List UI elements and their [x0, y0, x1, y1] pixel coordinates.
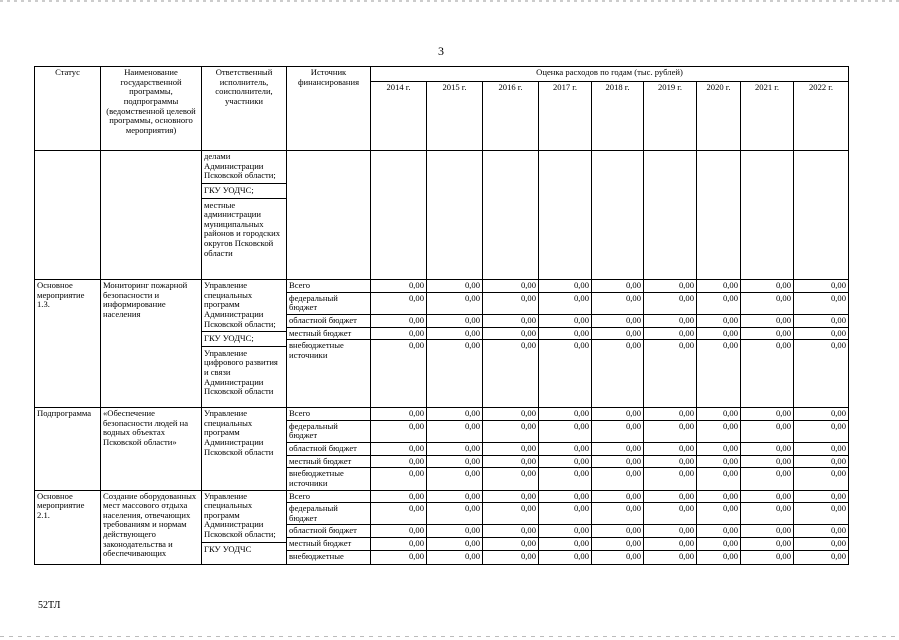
cell-value: 0,00	[371, 550, 427, 564]
cell-value: 0,00	[427, 490, 483, 503]
cell-value: 0,00	[539, 490, 592, 503]
cell-value: 0,00	[592, 443, 644, 456]
cell-value: 0,00	[794, 468, 849, 490]
cell-value: 0,00	[427, 327, 483, 340]
cell-value	[592, 151, 644, 280]
cell-value: 0,00	[371, 327, 427, 340]
cell-value: 0,00	[741, 503, 794, 525]
cell-value: 0,00	[592, 327, 644, 340]
cell-value: 0,00	[427, 314, 483, 327]
cell-value: 0,00	[644, 327, 697, 340]
cell-status: Основное мероприятие 2.1.	[35, 490, 101, 564]
cell-source: федеральный бюджет	[287, 292, 371, 314]
cell-value: 0,00	[644, 490, 697, 503]
cell-value: 0,00	[794, 550, 849, 564]
cell-value: 0,00	[539, 292, 592, 314]
cell-value: 0,00	[427, 340, 483, 408]
cell-value: 0,00	[644, 340, 697, 408]
cell-value: 0,00	[539, 503, 592, 525]
cell-value: 0,00	[371, 314, 427, 327]
table-row	[35, 280, 849, 293]
cell-value: 0,00	[644, 408, 697, 421]
cell-status: Подпрограмма	[35, 408, 101, 490]
cell-value: 0,00	[371, 503, 427, 525]
cell-value: 0,00	[592, 468, 644, 490]
cell-value: 0,00	[697, 443, 741, 456]
cell-status: Основное мероприятие 1.3.	[35, 280, 101, 408]
cell-value: 0,00	[794, 455, 849, 468]
cell-value: 0,00	[371, 455, 427, 468]
cell-value: 0,00	[539, 443, 592, 456]
page-number: 3	[438, 44, 444, 58]
executor-part: Управление специальных программ Администрации Псковской области;	[204, 280, 276, 329]
cell-source: местный бюджет	[287, 455, 371, 468]
cell-value: 0,00	[427, 408, 483, 421]
cell-value: 0,00	[644, 420, 697, 442]
executor-part: местные администрации муниципальных районов и городских округов Псковской области	[202, 198, 286, 259]
cell-value: 0,00	[539, 420, 592, 442]
cell-value: 0,00	[483, 420, 539, 442]
cell-value: 0,00	[427, 525, 483, 538]
cell-value: 0,00	[697, 490, 741, 503]
cell-value: 0,00	[592, 550, 644, 564]
cell-name: Мониторинг пожарной безопасности и информирование населения	[101, 280, 202, 408]
cell-value: 0,00	[644, 280, 697, 293]
executor-part: ГКУ УОДЧС	[202, 542, 286, 555]
header-name: Наименование государственной программы, подпрограммы (ведомственной целевой программы, основного мероприятия)	[101, 67, 202, 151]
header-year: 2017 г.	[539, 82, 592, 151]
cell-value	[697, 151, 741, 280]
cell-value: 0,00	[371, 443, 427, 456]
cell-value: 0,00	[794, 327, 849, 340]
executor-part: Управление цифрового развития и связи Администрации Псковской области	[202, 346, 286, 397]
cell-value: 0,00	[592, 455, 644, 468]
cell-value: 0,00	[592, 503, 644, 525]
cell-value: 0,00	[371, 490, 427, 503]
cell-value: 0,00	[794, 420, 849, 442]
cell-value: 0,00	[483, 455, 539, 468]
cell-value: 0,00	[539, 408, 592, 421]
table-body	[35, 151, 849, 565]
cell-value: 0,00	[427, 443, 483, 456]
cell-executor	[202, 408, 287, 490]
cell-source: Всего	[287, 280, 371, 293]
cell-value: 0,00	[741, 292, 794, 314]
executor-part: ГКУ УОДЧС;	[202, 183, 286, 196]
cell-value: 0,00	[483, 408, 539, 421]
executor-part: Управление специальных программ Администрации Псковской области;	[204, 490, 276, 539]
cell-value: 0,00	[592, 292, 644, 314]
table-header	[35, 67, 849, 151]
cell-value: 0,00	[592, 314, 644, 327]
cell-value: 0,00	[741, 455, 794, 468]
cell-value: 0,00	[371, 408, 427, 421]
cell-value	[427, 151, 483, 280]
cell-value: 0,00	[697, 525, 741, 538]
cell-value: 0,00	[427, 468, 483, 490]
cell-value: 0,00	[539, 550, 592, 564]
cell-value: 0,00	[592, 340, 644, 408]
continuation-row	[35, 151, 849, 280]
cell-value	[794, 151, 849, 280]
cell-value: 0,00	[592, 525, 644, 538]
cell-value	[539, 151, 592, 280]
cell-value: 0,00	[371, 280, 427, 293]
cell-value: 0,00	[697, 314, 741, 327]
cell-value: 0,00	[592, 490, 644, 503]
cell-source: местный бюджет	[287, 327, 371, 340]
cell-value: 0,00	[741, 327, 794, 340]
cell-value	[741, 151, 794, 280]
cell-executor	[202, 280, 287, 408]
cell-value: 0,00	[741, 490, 794, 503]
budget-table	[34, 66, 849, 565]
cell-status	[35, 151, 101, 280]
cell-value: 0,00	[697, 538, 741, 551]
cell-value: 0,00	[592, 538, 644, 551]
cell-value: 0,00	[539, 538, 592, 551]
header-year: 2018 г.	[592, 82, 644, 151]
cell-value: 0,00	[483, 525, 539, 538]
cell-value: 0,00	[483, 340, 539, 408]
cell-executor	[202, 490, 287, 564]
cell-value: 0,00	[697, 503, 741, 525]
cell-value: 0,00	[371, 525, 427, 538]
header-year: 2022 г.	[794, 82, 849, 151]
cell-value: 0,00	[483, 468, 539, 490]
cell-value: 0,00	[741, 408, 794, 421]
cell-value: 0,00	[644, 468, 697, 490]
cell-value: 0,00	[741, 280, 794, 293]
cell-value: 0,00	[794, 340, 849, 408]
cell-executor	[202, 151, 287, 280]
header-year: 2021 г.	[741, 82, 794, 151]
header-year: 2020 г.	[697, 82, 741, 151]
header-year: 2015 г.	[427, 82, 483, 151]
cell-source: федеральный бюджет	[287, 503, 371, 525]
cell-value: 0,00	[539, 280, 592, 293]
scan-edge-bottom	[0, 636, 899, 637]
cell-value: 0,00	[794, 280, 849, 293]
cell-value: 0,00	[539, 455, 592, 468]
cell-value: 0,00	[741, 550, 794, 564]
cell-value: 0,00	[427, 280, 483, 293]
cell-value: 0,00	[794, 314, 849, 327]
cell-value: 0,00	[427, 420, 483, 442]
cell-value: 0,00	[371, 420, 427, 442]
cell-value	[644, 151, 697, 280]
header-source: Источник финансирования	[287, 67, 371, 151]
cell-value: 0,00	[794, 490, 849, 503]
cell-value: 0,00	[697, 280, 741, 293]
cell-source: внебюджетные источники	[287, 468, 371, 490]
header-year: 2014 г.	[371, 82, 427, 151]
cell-value: 0,00	[741, 420, 794, 442]
cell-value: 0,00	[483, 280, 539, 293]
cell-value: 0,00	[483, 443, 539, 456]
cell-value: 0,00	[697, 468, 741, 490]
cell-value: 0,00	[644, 455, 697, 468]
header-status: Статус	[35, 67, 101, 151]
table-row	[35, 408, 849, 421]
header-executor: Ответственный исполнитель, соисполнители, участники	[202, 67, 287, 151]
cell-value: 0,00	[539, 525, 592, 538]
cell-value: 0,00	[794, 525, 849, 538]
cell-value: 0,00	[644, 503, 697, 525]
cell-value: 0,00	[427, 550, 483, 564]
cell-value: 0,00	[483, 327, 539, 340]
cell-value: 0,00	[697, 420, 741, 442]
cell-value: 0,00	[371, 468, 427, 490]
cell-value: 0,00	[427, 538, 483, 551]
executor-part: ГКУ УОДЧС;	[202, 331, 286, 344]
cell-source: областной бюджет	[287, 314, 371, 327]
cell-source: Всего	[287, 408, 371, 421]
cell-value: 0,00	[794, 292, 849, 314]
cell-name: «Обеспечение безопасности людей на водных объектах Псковской области»	[101, 408, 202, 490]
footer-code: 52ТЛ	[38, 600, 61, 611]
header-estimate: Оценка расходов по годам (тыс. рублей)	[371, 67, 849, 82]
cell-source: внебюджетные	[287, 550, 371, 564]
cell-source: федеральный бюджет	[287, 420, 371, 442]
cell-source	[287, 151, 371, 280]
cell-value: 0,00	[741, 468, 794, 490]
cell-value: 0,00	[371, 340, 427, 408]
cell-value: 0,00	[697, 340, 741, 408]
cell-value: 0,00	[483, 538, 539, 551]
cell-source: областной бюджет	[287, 525, 371, 538]
cell-value: 0,00	[644, 292, 697, 314]
cell-value: 0,00	[592, 420, 644, 442]
cell-value: 0,00	[539, 314, 592, 327]
cell-source: местный бюджет	[287, 538, 371, 551]
cell-value: 0,00	[697, 408, 741, 421]
cell-value: 0,00	[697, 327, 741, 340]
cell-value: 0,00	[794, 503, 849, 525]
cell-value: 0,00	[794, 538, 849, 551]
cell-value	[483, 151, 539, 280]
cell-value: 0,00	[794, 443, 849, 456]
cell-value: 0,00	[483, 503, 539, 525]
cell-value: 0,00	[697, 455, 741, 468]
cell-value: 0,00	[483, 490, 539, 503]
cell-value: 0,00	[644, 314, 697, 327]
cell-source: внебюджетные источники	[287, 340, 371, 408]
cell-name	[101, 151, 202, 280]
header-year: 2019 г.	[644, 82, 697, 151]
cell-value: 0,00	[644, 550, 697, 564]
cell-value	[371, 151, 427, 280]
cell-value: 0,00	[741, 443, 794, 456]
cell-value: 0,00	[539, 327, 592, 340]
cell-value: 0,00	[592, 280, 644, 293]
header-year: 2016 г.	[483, 82, 539, 151]
cell-value: 0,00	[539, 468, 592, 490]
cell-value: 0,00	[427, 292, 483, 314]
cell-value: 0,00	[697, 550, 741, 564]
cell-value: 0,00	[427, 455, 483, 468]
cell-value: 0,00	[644, 443, 697, 456]
cell-source: областной бюджет	[287, 443, 371, 456]
cell-value: 0,00	[697, 292, 741, 314]
cell-value: 0,00	[741, 340, 794, 408]
executor-part: Управление специальных программ Администрации Псковской области	[204, 408, 274, 457]
cell-name: Создание оборудованных мест массового отдыха населения, отвечающих требованиям и нормам действующего законодательства и обеспечивающих	[101, 490, 202, 564]
cell-value: 0,00	[794, 408, 849, 421]
cell-value: 0,00	[644, 525, 697, 538]
cell-value: 0,00	[371, 292, 427, 314]
cell-value: 0,00	[483, 550, 539, 564]
cell-value: 0,00	[371, 538, 427, 551]
cell-value: 0,00	[741, 525, 794, 538]
cell-value: 0,00	[427, 503, 483, 525]
cell-value: 0,00	[644, 538, 697, 551]
cell-value: 0,00	[539, 340, 592, 408]
cell-source: Всего	[287, 490, 371, 503]
cell-value: 0,00	[592, 408, 644, 421]
cell-value: 0,00	[741, 314, 794, 327]
cell-value: 0,00	[483, 314, 539, 327]
cell-value: 0,00	[483, 292, 539, 314]
executor-part: делами Администрации Псковской области;	[204, 151, 276, 181]
scan-edge-top	[0, 0, 899, 2]
table-row	[35, 490, 849, 503]
cell-value: 0,00	[741, 538, 794, 551]
